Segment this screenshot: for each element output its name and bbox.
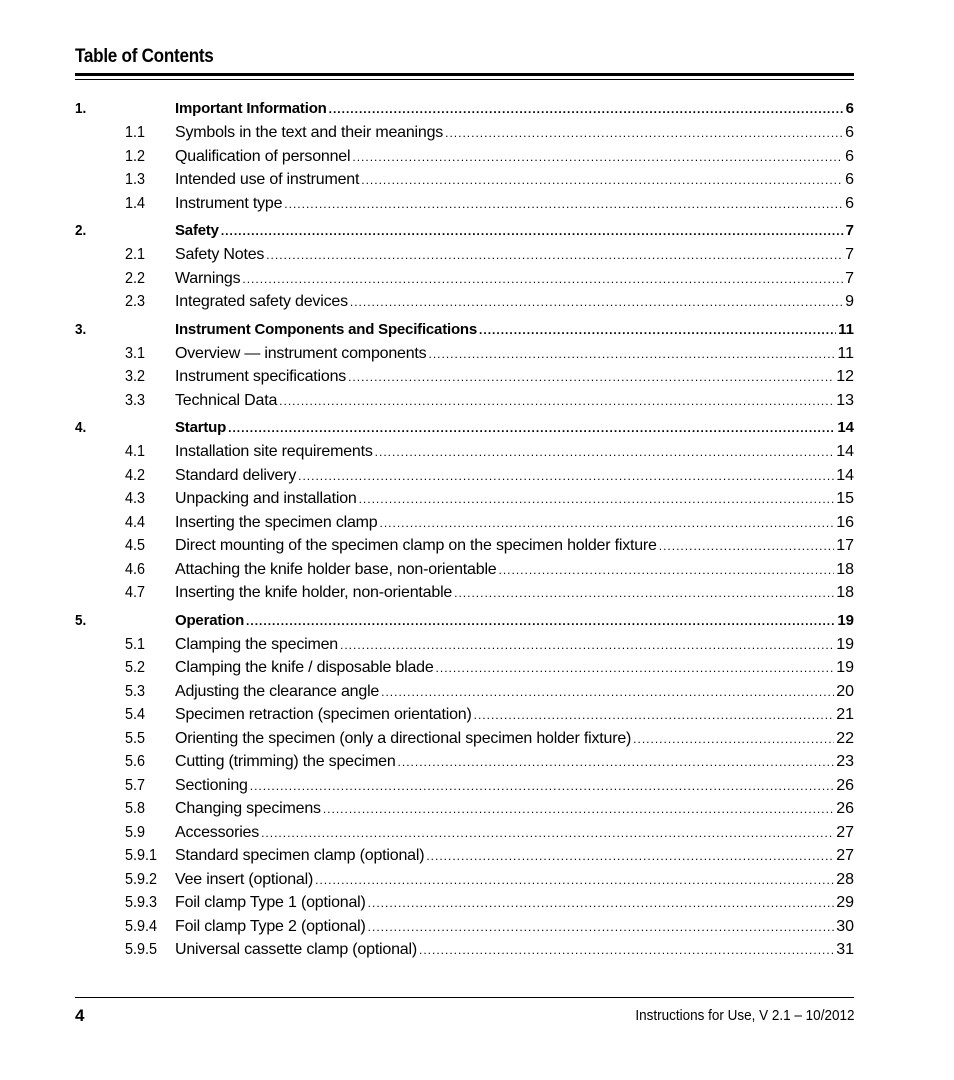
toc-entry [175, 389, 854, 413]
toc-number: 5.4 [125, 706, 146, 723]
toc-section-row[interactable] [75, 915, 854, 939]
toc-page-number: 6 [845, 100, 854, 117]
dot-leader [428, 343, 835, 367]
toc-entry [175, 774, 854, 798]
toc-entry [175, 487, 854, 511]
toc-page-number: 20 [836, 682, 854, 700]
toc-page-number: 18 [836, 584, 854, 601]
toc-label: Foil clamp Type 1 (optional) [175, 894, 366, 911]
toc-label: Technical Data [175, 391, 278, 409]
dot-leader [221, 220, 844, 244]
toc-section-row[interactable] [75, 145, 854, 169]
toc-number: 2.1 [125, 246, 146, 263]
toc-label: Integrated safety devices [175, 293, 348, 310]
toc-page-number: 11 [838, 320, 854, 338]
title-rule-thick [75, 73, 854, 76]
toc-number: 4.3 [125, 490, 146, 507]
toc-label: Installation site requirements [175, 443, 373, 460]
toc-page-number: 6 [845, 194, 854, 212]
toc-page-number: 28 [836, 870, 854, 888]
toc-label: Direct mounting of the specimen clamp on the specimen holder fixture [175, 537, 657, 554]
toc-page-number: 6 [845, 124, 854, 141]
toc-number: 2.3 [125, 293, 146, 310]
dot-leader [350, 291, 843, 315]
toc-label: Attaching the knife holder base, non-orientable [175, 560, 497, 578]
toc-label: Overview — instrument components [175, 344, 427, 362]
toc-label: Safety [175, 222, 219, 239]
toc-label: Startup [175, 419, 227, 436]
toc-entry [175, 656, 854, 680]
toc-number: 5.1 [125, 635, 146, 653]
toc-number: 5.3 [125, 682, 146, 700]
toc-label: Changing specimens [175, 800, 321, 817]
toc-section-row[interactable] [75, 581, 854, 605]
toc-section-row[interactable] [75, 680, 854, 704]
toc-section-row[interactable] [75, 938, 854, 962]
toc-section-row[interactable] [75, 844, 854, 868]
toc-entry [175, 145, 854, 169]
dot-leader [474, 704, 835, 728]
toc-number: 4.2 [125, 466, 146, 484]
toc-section-row[interactable] [75, 487, 854, 511]
dot-leader [436, 657, 835, 681]
toc-label: Orienting the specimen (only a directional specimen holder fixture) [175, 729, 632, 747]
dot-leader [659, 535, 834, 559]
dot-leader [279, 390, 834, 414]
toc-number: 1.4 [125, 194, 146, 212]
toc-label: Sectioning [175, 776, 248, 794]
dot-leader [359, 488, 835, 512]
dot-leader [368, 916, 835, 940]
toc-label: Vee insert (optional) [175, 870, 314, 888]
dot-leader [246, 610, 835, 634]
dot-leader [426, 845, 834, 869]
toc-entry [175, 243, 854, 267]
dot-leader [250, 775, 834, 799]
toc-entry [175, 633, 854, 657]
dot-leader [352, 146, 843, 170]
dot-leader [329, 98, 844, 122]
toc-number: 5.9 [125, 823, 146, 841]
footer-rule [75, 997, 854, 998]
toc-number: 5.9.4 [125, 917, 158, 935]
toc-section-row[interactable] [75, 727, 854, 751]
toc-label: Intended use of instrument [175, 171, 360, 188]
toc-page-number: 21 [836, 706, 854, 723]
toc-number: 1.3 [125, 171, 146, 188]
toc-number: 5.8 [125, 800, 146, 817]
toc-page-number: 11 [837, 344, 854, 362]
toc-section-row[interactable] [75, 558, 854, 582]
dot-leader [380, 512, 835, 536]
toc-section-row[interactable] [75, 168, 854, 192]
toc-section-row[interactable] [75, 797, 854, 821]
toc-entry [175, 511, 854, 535]
toc-entry [175, 558, 854, 582]
toc-chapter-row[interactable] [75, 609, 854, 633]
toc-section-row[interactable] [75, 342, 854, 366]
dot-leader [298, 465, 834, 489]
dot-leader [361, 169, 843, 193]
toc-chapter-row[interactable] [75, 97, 854, 121]
toc-label: Qualification of personnel [175, 147, 351, 165]
toc-page-number: 27 [836, 847, 854, 864]
page-title: Table of Contents [75, 46, 214, 67]
toc-label: Instrument type [175, 194, 283, 212]
toc-page-number: 29 [836, 894, 854, 911]
table-of-contents [75, 97, 854, 962]
toc-section-row[interactable] [75, 365, 854, 389]
toc-chapter-row[interactable] [75, 219, 854, 243]
dot-leader [242, 268, 843, 292]
toc-label: Adjusting the clearance angle [175, 682, 380, 700]
toc-page-number: 19 [836, 659, 854, 676]
toc-label: Standard delivery [175, 466, 297, 484]
toc-entry [175, 844, 854, 868]
toc-section-row[interactable] [75, 511, 854, 535]
toc-label: Symbols in the text and their meanings [175, 124, 444, 141]
toc-section-row[interactable] [75, 440, 854, 464]
dot-leader [340, 634, 834, 658]
toc-number: 4.1 [125, 443, 146, 460]
toc-page-number: 30 [836, 917, 854, 935]
dot-leader [633, 728, 834, 752]
toc-label: Accessories [175, 823, 260, 841]
toc-page-number: 7 [845, 246, 854, 263]
dot-leader [266, 244, 843, 268]
toc-page-number: 19 [837, 611, 854, 629]
toc-number: 2.2 [125, 269, 146, 287]
toc-number: 3.3 [125, 391, 146, 409]
toc-entry [175, 797, 854, 821]
toc-label: Important Information [175, 100, 327, 117]
toc-page-number: 14 [836, 466, 854, 484]
toc-entry [175, 938, 854, 962]
toc-page-number: 13 [836, 391, 854, 409]
toc-entry [175, 267, 854, 291]
toc-entry [175, 342, 854, 366]
toc-label: Foil clamp Type 2 (optional) [175, 917, 366, 935]
toc-number: 5.5 [125, 729, 146, 747]
toc-page-number: 9 [845, 293, 854, 310]
toc-page-number: 16 [836, 513, 854, 531]
footer-page-number: 4 [75, 1006, 85, 1025]
toc-label: Cutting (trimming) the specimen [175, 753, 396, 770]
toc-entry [175, 750, 854, 774]
toc-section-row[interactable] [75, 656, 854, 680]
dot-leader [381, 681, 834, 705]
toc-page-number: 14 [836, 443, 854, 460]
toc-section-row[interactable] [75, 633, 854, 657]
toc-label: Safety Notes [175, 246, 265, 263]
toc-entry [175, 219, 854, 243]
toc-page-number: 23 [836, 753, 854, 770]
toc-section-row[interactable] [75, 868, 854, 892]
toc-entry [175, 727, 854, 751]
toc-number: 5.7 [125, 776, 146, 794]
toc-label: Inserting the knife holder, non-orientable [175, 584, 453, 601]
toc-number: 5.9.5 [125, 941, 158, 958]
toc-entry [175, 868, 854, 892]
toc-label: Operation [175, 611, 245, 629]
toc-number: 2. [75, 222, 87, 239]
toc-page-number: 19 [836, 635, 854, 653]
toc-section-row[interactable] [75, 267, 854, 291]
toc-entry [175, 168, 854, 192]
toc-number: 4.4 [125, 513, 146, 531]
footer-doc-info: Instructions for Use, V 2.1 – 10/2012 [634, 1007, 854, 1024]
dot-leader [375, 441, 835, 465]
toc-page-number: 26 [836, 776, 854, 794]
toc-page-number: 18 [836, 560, 854, 578]
dot-leader [315, 869, 834, 893]
toc-page-number: 31 [836, 941, 854, 958]
toc-number: 5. [75, 611, 87, 629]
toc-section-row[interactable] [75, 389, 854, 413]
toc-page-number: 17 [836, 537, 854, 554]
toc-page-number: 22 [836, 729, 854, 747]
toc-label: Specimen retraction (specimen orientation) [175, 706, 472, 723]
toc-entry [175, 318, 854, 342]
toc-section-row[interactable] [75, 192, 854, 216]
toc-entry [175, 192, 854, 216]
toc-page-number: 12 [836, 368, 854, 385]
toc-section-row[interactable] [75, 534, 854, 558]
toc-page-number: 6 [845, 147, 854, 165]
dot-leader [261, 822, 834, 846]
toc-label: Standard specimen clamp (optional) [175, 847, 425, 864]
toc-page-number: 7 [845, 222, 854, 239]
toc-section-row[interactable] [75, 891, 854, 915]
toc-chapter-row[interactable] [75, 416, 854, 440]
toc-section-row[interactable] [75, 464, 854, 488]
toc-section-row[interactable] [75, 750, 854, 774]
dot-leader [398, 751, 835, 775]
toc-page-number: 14 [837, 419, 854, 436]
title-rule-thin [75, 79, 854, 80]
toc-page-number: 6 [845, 171, 854, 188]
toc-entry [175, 365, 854, 389]
toc-entry [175, 891, 854, 915]
dot-leader [368, 892, 835, 916]
toc-page-number: 15 [836, 490, 854, 507]
toc-section-row[interactable] [75, 821, 854, 845]
toc-number: 5.2 [125, 659, 146, 676]
toc-entry [175, 680, 854, 704]
dot-leader [499, 559, 835, 583]
dot-leader [228, 417, 835, 441]
toc-number: 3.2 [125, 368, 146, 385]
toc-section-row[interactable] [75, 774, 854, 798]
toc-label: Instrument specifications [175, 368, 347, 385]
toc-entry [175, 97, 854, 121]
toc-number: 4.7 [125, 584, 146, 601]
toc-number: 1.1 [125, 124, 146, 141]
toc-number: 5.6 [125, 753, 146, 770]
toc-chapter-row[interactable] [75, 318, 854, 342]
dot-leader [445, 122, 843, 146]
toc-entry [175, 464, 854, 488]
dot-leader [454, 582, 834, 606]
dot-leader [419, 939, 834, 963]
toc-number: 1. [75, 100, 87, 117]
toc-label: Universal cassette clamp (optional) [175, 941, 417, 958]
toc-number: 3.1 [125, 344, 146, 362]
toc-number: 5.9.3 [125, 894, 158, 911]
toc-entry [175, 581, 854, 605]
toc-label: Clamping the knife / disposable blade [175, 659, 434, 676]
toc-label: Warnings [175, 269, 241, 287]
toc-entry [175, 703, 854, 727]
toc-number: 4. [75, 419, 87, 436]
toc-section-row[interactable] [75, 243, 854, 267]
toc-entry [175, 609, 854, 633]
toc-entry [175, 915, 854, 939]
dot-leader [323, 798, 834, 822]
toc-page-number: 26 [836, 800, 854, 817]
toc-label: Instrument Components and Specifications [175, 320, 478, 338]
toc-section-row[interactable] [75, 290, 854, 314]
toc-number: 1.2 [125, 147, 146, 165]
toc-section-row[interactable] [75, 121, 854, 145]
toc-section-row[interactable] [75, 703, 854, 727]
dot-leader [348, 366, 834, 390]
toc-number: 4.6 [125, 560, 146, 578]
dot-leader [284, 193, 843, 217]
toc-page-number: 7 [845, 269, 854, 287]
toc-entry [175, 416, 854, 440]
toc-number: 3. [75, 320, 87, 338]
dot-leader [479, 319, 836, 343]
toc-entry [175, 534, 854, 558]
toc-label: Unpacking and installation [175, 490, 357, 507]
toc-entry [175, 121, 854, 145]
toc-number: 4.5 [125, 537, 146, 554]
toc-label: Inserting the specimen clamp [175, 513, 378, 531]
toc-number: 5.9.1 [125, 847, 158, 864]
toc-number: 5.9.2 [125, 870, 158, 888]
toc-label: Clamping the specimen [175, 635, 338, 653]
toc-entry [175, 440, 854, 464]
toc-page-number: 27 [836, 823, 854, 841]
toc-entry [175, 821, 854, 845]
toc-entry [175, 290, 854, 314]
